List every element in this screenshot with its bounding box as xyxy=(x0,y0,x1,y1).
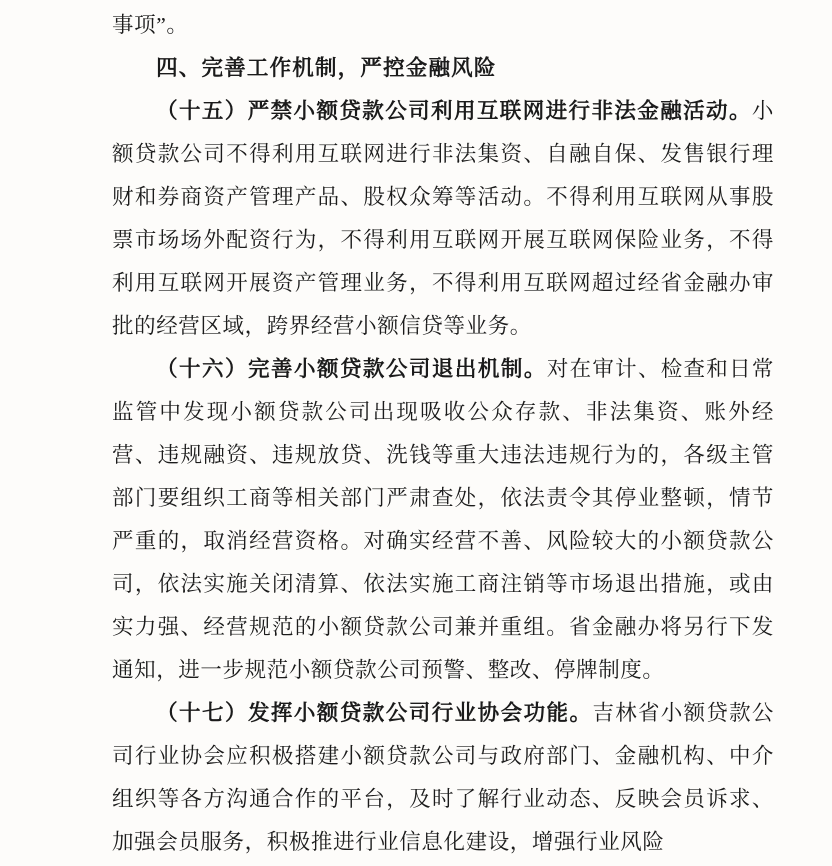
paragraph-item-16 xyxy=(112,348,774,692)
paragraph-item-15 xyxy=(112,90,774,348)
paragraph-lead-15: （十五）严禁小额贷款公司利用互联网进行非法金融活动。 xyxy=(156,99,752,123)
continued-text-fragment: 事项”。 xyxy=(112,13,189,37)
paragraph-body-15: 小额贷款公司不得利用互联网进行非法集资、自融自保、发售银行理财和券商资产管理产品、股权众筹等活动。不得利用互联网从事股票市场场外配资行为，不得利用互联网开展互联网保险业务，不得利用互联网开展资产管理业务，不得利用互联网超过经省金融办审批的经营区域，跨界经营小额信贷等业务。 xyxy=(112,99,774,338)
paragraph-lead-16: （十六）完善小额贷款公司退出机制。 xyxy=(156,357,547,381)
section-heading: 四、完善工作机制，严控金融风险 xyxy=(156,56,497,80)
paragraph-lead-17: （十七）发挥小额贷款公司行业协会功能。 xyxy=(156,701,593,725)
document-body xyxy=(112,0,774,864)
paragraph-body-17: 吉林省小额贷款公司行业协会应积极搭建小额贷款公司与政府部门、金融机构、中介组织等各方沟通合作的平台，及时了解行业动态、反映会员诉求、加强会员服务，积极推进行业信息化建设，增强行业风险 xyxy=(112,701,774,854)
paragraph-item-17 xyxy=(112,692,774,864)
paragraph-body-16: 对在审计、检查和日常监管中发现小额贷款公司出现吸收公众存款、非法集资、账外经营、违规融资、违规放贷、洗钱等重大违法违规行为的，各级主管部门要组织工商等相关部门严肃查处，依法责令其停业整顿，情节严重的，取消经营资格。对确实经营不善、风险较大的小额贷款公司，依法实施关闭清算、依法实施工商注销等市场退出措施，或由实力强、经营规范的小额贷款公司兼并重组。省金融办将另行下发通知，进一步规范小额贷款公司预警、整改、停牌制度。 xyxy=(112,357,774,682)
